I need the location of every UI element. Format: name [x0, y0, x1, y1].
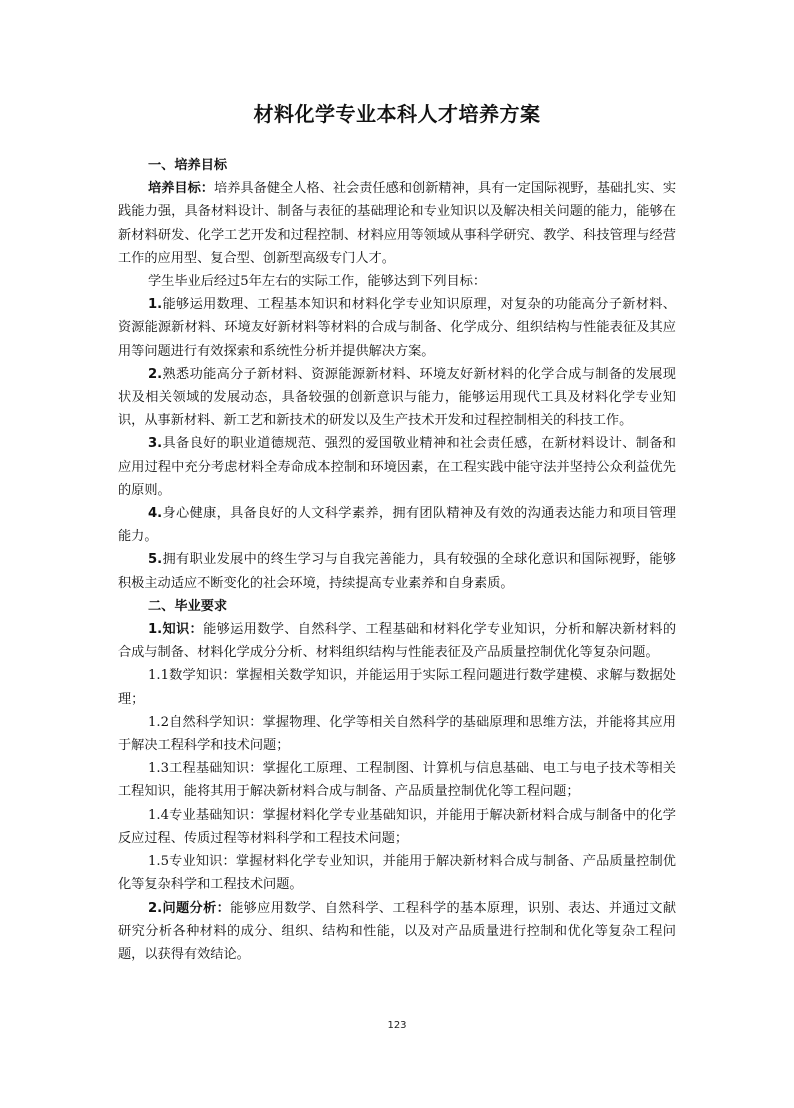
goal-item [118, 502, 676, 548]
goal-text: 培养具备健全人格、社会责任感和创新精神，具有一定国际视野，基础扎实、实践能力强，具备材料设计、制备与表征的基础理论和专业知识以及解决相关问题的能力，能够在新材料研发、化学工艺开发和过程控制、材料应用等领域从事科学研究、教学、科技管理与经营工作的应用型、复合型、创新型高级专门人才。 [118, 181, 677, 266]
goal-item-number: 4. [148, 506, 163, 522]
sub-requirement [118, 757, 676, 803]
goal-item-text: 熟悉功能高分子新材料、资源能源新材料、环境友好新材料的化学合成与制备的发展现状及相关领域的发展动态，具备较强的创新意识与能力，能够运用现代工具及材料化学专业知识，从事新材料、新工艺和新技术的研发以及生产技术开发和过程控制相关的科技工作。 [118, 366, 676, 429]
sub-requirement-text: 工程基础知识：掌握化工原理、工程制图、计算机与信息基础、电工与电子技术等相关工程知识，能将其用于解决新材料合成与制备、产品质量控制优化等工程问题； [118, 761, 676, 800]
sub-requirement [118, 850, 676, 896]
page-title: 材料化学专业本科人才培养方案 [253, 102, 541, 126]
sub-requirement-number: 1.4 [148, 807, 169, 823]
sub-requirement-number: 1.3 [148, 761, 169, 777]
requirement-text: 能够运用数学、自然科学、工程基础和材料化学专业知识，分析和解决新材料的合成与制备、材料化学成分分析、材料组织结构与性能表征及产品质量控制优化等复杂问题。 [118, 622, 677, 661]
document-body [118, 154, 676, 966]
sub-requirement [118, 711, 676, 757]
goal-item-number: 3. [148, 436, 163, 452]
section-heading-goals: 一、培养目标 [148, 158, 228, 173]
requirement-text: 能够应用数学、自然科学、工程科学的基本原理，识别、表达、并通过文献研究分析各种材料的成分、组织、结构和性能，以及对产品质量进行控制和优化等复杂工程问题，以获得有效结论。 [118, 900, 677, 962]
sub-requirement-number: 1.2 [148, 714, 169, 730]
after-graduation-paragraph: 学生毕业后经过5年左右的实际工作，能够达到下列目标： [148, 274, 487, 290]
goal-item-number: 1. [148, 297, 163, 313]
requirement-knowledge [118, 618, 676, 664]
sub-requirement [118, 804, 676, 850]
sub-requirement-text: 自然科学知识：掌握物理、化学等相关自然科学的基础原理和思维方法，并能将其应用于解决工程科学和技术问题； [118, 714, 676, 754]
goal-paragraph [118, 177, 676, 270]
sub-requirement-text: 专业知识：掌握材料化学专业知识，并能用于解决新材料合成与制备、产品质量控制优化等复杂科学和工程技术问题。 [118, 854, 676, 893]
sub-requirement-text: 数学知识：掌握相关数学知识，并能运用于实际工程问题进行数学建模、求解与数据处理； [118, 668, 676, 707]
goal-item [118, 363, 676, 433]
goal-item [118, 293, 676, 363]
goal-item [118, 432, 676, 502]
goal-item-number: 2. [148, 366, 163, 382]
requirement-problem-analysis [118, 897, 676, 967]
goal-label: 培养目标： [148, 181, 215, 197]
sub-requirement [118, 664, 676, 710]
requirement-label: 2.问题分析： [148, 900, 231, 916]
goal-item-text: 拥有职业发展中的终生学习与自我完善能力，具有较强的全球化意识和国际视野，能够积极主动适应不断变化的社会环境，持续提高专业素养和自身素质。 [118, 552, 676, 591]
page-number: 123 [387, 1020, 407, 1031]
requirement-label: 1.知识： [148, 622, 204, 638]
sub-requirement-text: 专业基础知识：掌握材料化学专业基础知识，并能用于解决新材料合成与制备中的化学反应过程、传质过程等材料科学和工程技术问题； [118, 807, 676, 846]
goal-item-text: 具备良好的职业道德规范、强烈的爱国敬业精神和社会责任感，在新材料设计、制备和应用过程中充分考虑材料全寿命成本控制和环境因素，在工程实践中能守法并坚持公众利益优先的原则。 [118, 436, 676, 498]
section-heading-requirements: 二、毕业要求 [148, 598, 228, 614]
sub-requirement-number: 1.1 [148, 668, 169, 684]
goal-item-text: 身心健康，具备良好的人文科学素养，拥有团队精神及有效的沟通表达能力和项目管理能力。 [118, 506, 676, 545]
sub-requirement-number: 1.5 [148, 854, 169, 870]
goal-item [118, 548, 676, 594]
goal-item-text: 能够运用数理、工程基本知识和材料化学专业知识原理，对复杂的功能高分子新材料、资源能源新材料、环境友好新材料等材料的合成与制备、化学成分、组织结构与性能表征及其应用等问题进行有效探索和系统性分析并提供解决方案。 [118, 297, 676, 359]
goal-item-number: 5. [148, 552, 163, 568]
